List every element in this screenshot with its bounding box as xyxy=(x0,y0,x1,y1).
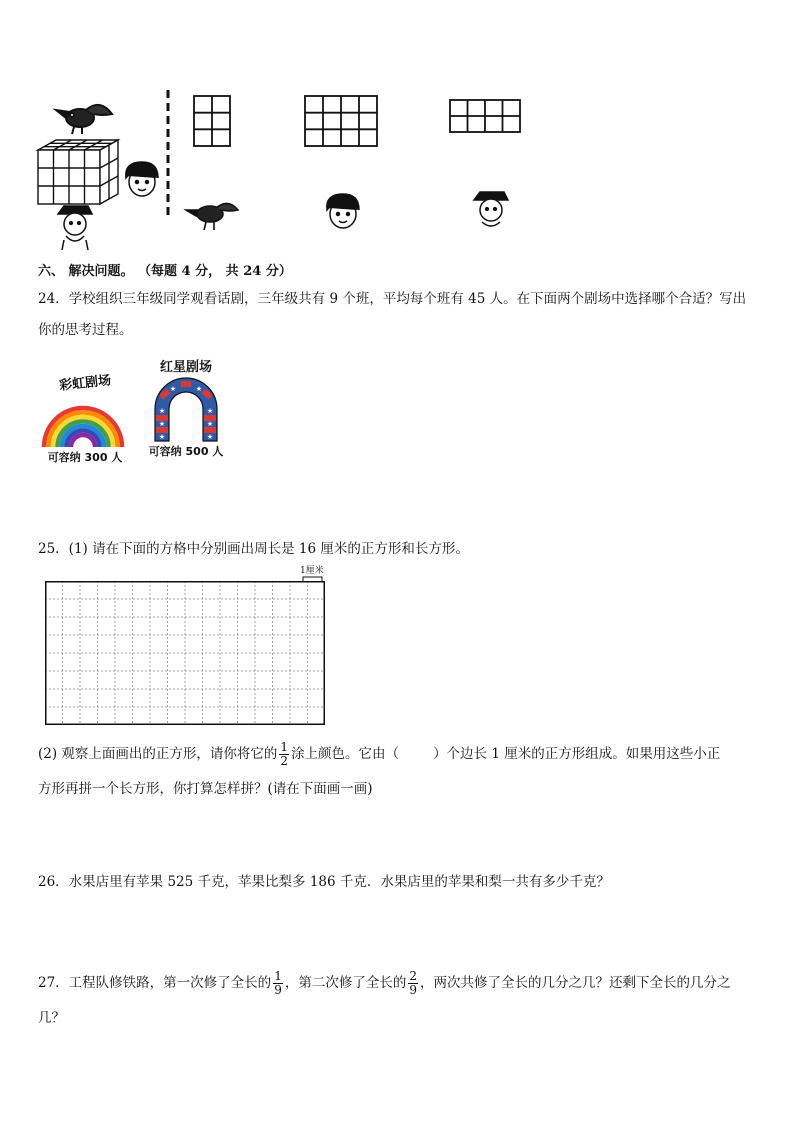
q27-text-b: ，第二次修了全长的 xyxy=(284,975,407,991)
rainbow-theater xyxy=(40,372,130,465)
unit-label: 1厘米 xyxy=(300,566,324,576)
fraction-two-ninths: $\frac{2}{9}$ xyxy=(409,969,417,997)
q27-text-a: 27．工程队修铁路，第一次修了全长的 xyxy=(38,975,272,991)
child-face-icon xyxy=(126,162,158,196)
question-24-line-1: 24．学校组织三年级同学观看话剧，三年级共有 9 个班，平均每个班有 45 人。在下面两个剧场中选择哪个合适？写出 xyxy=(38,291,747,307)
svg-text:★: ★ xyxy=(206,420,214,428)
view-grid-3 xyxy=(450,100,520,132)
view-grid-1 xyxy=(194,96,230,146)
rainbow-theater-name: 彩虹剧场 xyxy=(58,373,112,394)
question-25-part-1: 25．(1) 请在下面的方格中分别画出周长是 16 厘米的正方形和长方形。 xyxy=(38,541,469,557)
q25-part2-text-a: (2) 观察上面画出的正方形，请你将它的 xyxy=(38,746,278,762)
question-25-part-2-line-2: 方形再拼一个长方形，你打算怎样拼？(请在下面画一画) xyxy=(38,781,373,797)
svg-text:★: ★ xyxy=(158,433,166,441)
svg-text:★: ★ xyxy=(169,385,177,393)
child-face-icon xyxy=(327,194,359,228)
question-25-part-2-line-1 xyxy=(38,741,720,768)
q25-part2-text-c: ）个边长 1 厘米的正方形组成。如果用这些小正 xyxy=(433,746,721,762)
svg-text:★: ★ xyxy=(195,385,203,393)
question-24-line-2: 你的思考过程。 xyxy=(38,322,133,338)
svg-text:★: ★ xyxy=(206,407,214,415)
question-26: 26．水果店里有苹果 525 千克，苹果比梨多 186 千克．水果店里的苹果和梨一共有多少千克？ xyxy=(38,874,610,890)
rainbow-theater-capacity: 可容纳 300 人 xyxy=(47,451,123,464)
svg-text:★: ★ xyxy=(206,433,214,441)
q25-part2-text-b: 涂上颜色。它由（ xyxy=(291,746,400,762)
red-star-theater-capacity: 可容纳 500 人 xyxy=(148,445,224,458)
bird-icon xyxy=(56,105,112,134)
svg-text:★: ★ xyxy=(158,420,166,428)
view-grid-2 xyxy=(305,96,377,146)
arch-icon xyxy=(151,377,221,441)
q27-text-c: ，两次共修了全长的几分之几？还剩下全长的几分之 xyxy=(419,975,731,991)
svg-text:★: ★ xyxy=(158,407,166,415)
red-star-theater xyxy=(146,356,226,459)
rainbow-icon xyxy=(40,393,126,447)
red-star-theater-name: 红星剧场 xyxy=(159,360,212,375)
cube-stack xyxy=(38,140,118,204)
fraction-one-ninth: $\frac{1}{9}$ xyxy=(274,969,282,997)
boy-with-hat-icon xyxy=(58,206,92,250)
fraction-one-half: $\frac{1}{2}$ xyxy=(280,740,289,768)
section-heading: 六、 解决问题。 （每题 4 分， 共 24 分） xyxy=(38,264,292,279)
bird-icon xyxy=(186,203,238,230)
boy-with-hat-icon xyxy=(474,192,508,226)
square-grid[interactable] xyxy=(45,581,325,725)
views-figure xyxy=(30,88,550,253)
question-27-line-2: 几？ xyxy=(38,1010,65,1026)
question-27-line-1 xyxy=(38,970,730,997)
